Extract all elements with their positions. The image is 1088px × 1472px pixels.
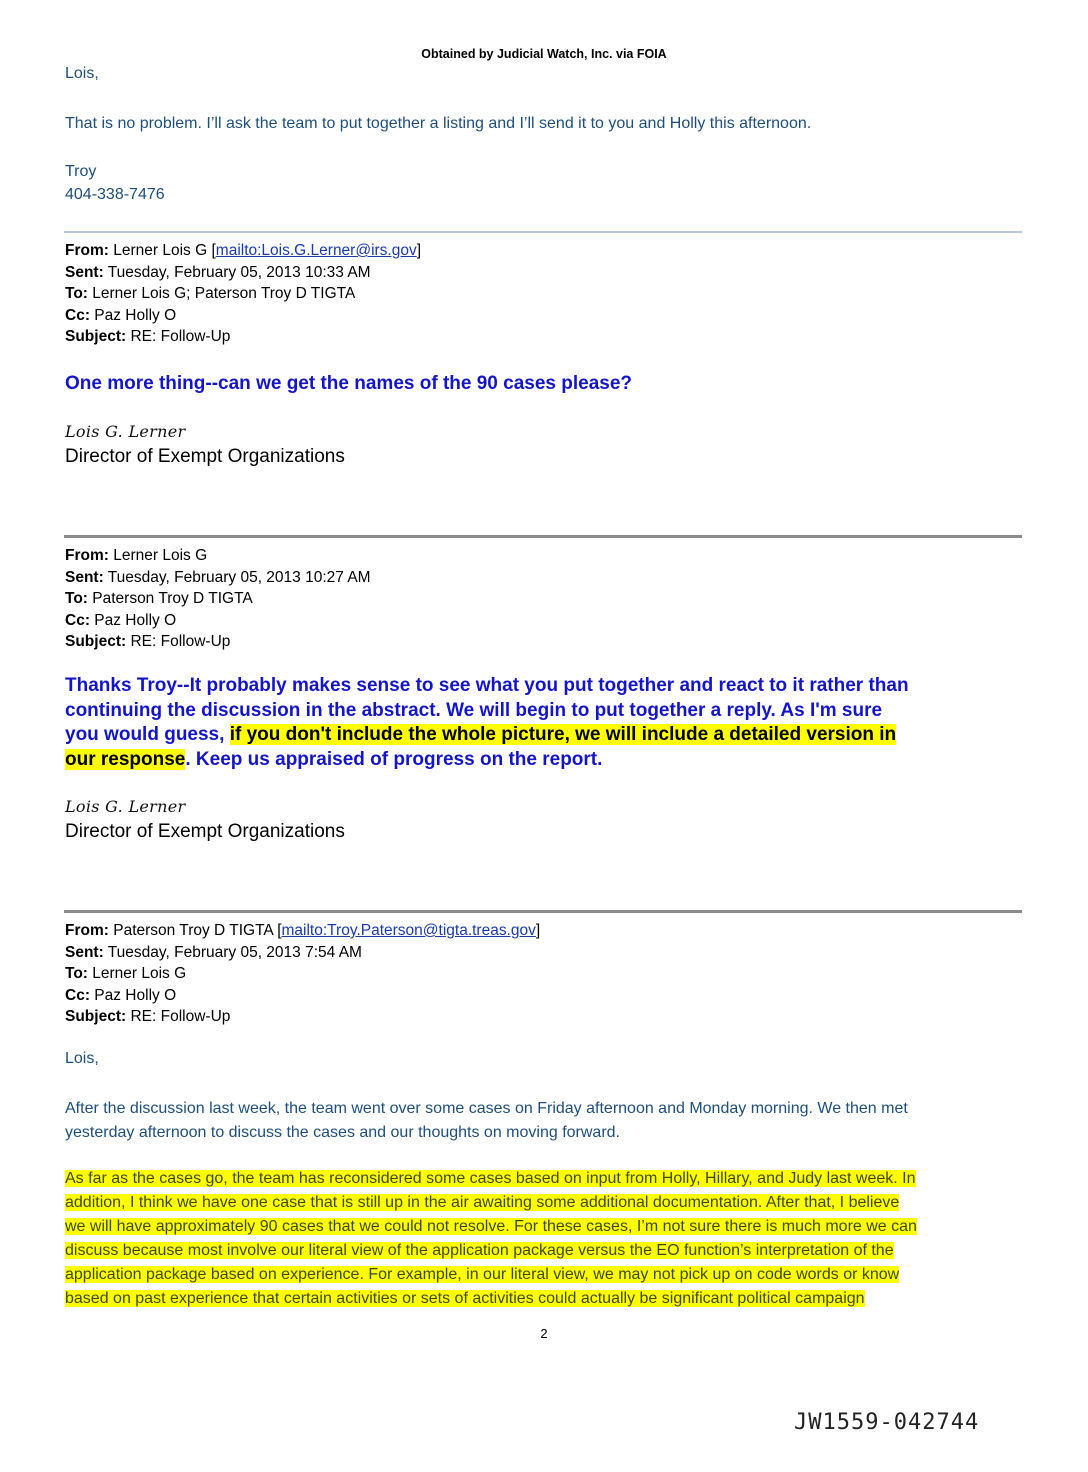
- bates-number: JW1559-042744: [794, 1410, 980, 1435]
- email2-message: [65, 674, 909, 772]
- email3-greeting: Lois,: [65, 1050, 99, 1067]
- email1-sig-title: Director of Exempt Organizations: [65, 446, 345, 467]
- email1-subject-row: Subject: RE: Follow-Up: [65, 328, 231, 345]
- email3-paragraph-1: After the discussion last week, the team went over some cases on Friday afternoon and Monday morning. We then met yesterday afternoon to discuss the cases and our thoughts on moving forward.: [65, 1100, 908, 1141]
- email1-message: One more thing--can we get the names of the 90 cases please?: [65, 373, 633, 394]
- email3-cc-row: Cc: Paz Holly O: [65, 986, 177, 1004]
- highlighted-line: we will have approximately 90 cases that we could not resolve. For these cases, I’m not sure there is much more we can: [65, 1218, 917, 1235]
- email-separator: [64, 535, 1022, 538]
- email2-line-2: continuing the discussion in the abstract. We will begin to put together a reply. As I'm sure: [65, 699, 883, 721]
- email2-from-row: From: Lerner Lois G: [65, 547, 208, 564]
- email2-line-4: our response. Keep us appraised of progress on the report.: [65, 748, 603, 770]
- email1-sent-row: Sent: Tuesday, February 05, 2013 10:33 AM: [65, 263, 371, 281]
- email2-subject-row: Subject: RE: Follow-Up: [65, 633, 231, 650]
- email2-cc-row: Cc: Paz Holly O: [65, 611, 177, 629]
- highlighted-line: based on past experience that certain activities or sets of activities could actually be significant political campaign: [65, 1290, 865, 1307]
- reply-greeting: Lois,: [65, 65, 99, 82]
- foia-watermark: Obtained by Judicial Watch, Inc. via FOIA: [421, 47, 667, 61]
- highlighted-line: discuss because most involve our literal view of the application package versus the EO function’s interpretation of the: [65, 1242, 894, 1259]
- highlighted-line: addition, I think we have one case that is still up in the air awaiting some additional documentation. After that, I believe: [65, 1194, 900, 1211]
- highlighted-text: if you don't include the whole picture, we will include a detailed version in: [229, 724, 897, 745]
- email1-mailto-link[interactable]: mailto:Lois.G.Lerner@irs.gov: [215, 242, 417, 259]
- email3-mailto-link[interactable]: mailto:Troy.Paterson@tigta.treas.gov: [281, 922, 536, 939]
- page-number: 2: [540, 1326, 548, 1341]
- email2-line-1: Thanks Troy--It probably makes sense to see what you put together and react to it rather than: [65, 675, 909, 696]
- email1-cc-row: Cc: Paz Holly O: [65, 306, 177, 324]
- reply-body: That is no problem. I’ll ask the team to put together a listing and I’ll send it to you and Holly this afternoon.: [65, 115, 812, 132]
- email-separator: [64, 910, 1022, 913]
- highlighted-line: application package based on experience. For example, in our literal view, we may not pick up on code words or know: [65, 1266, 900, 1283]
- email3-paragraph-2: [65, 1167, 917, 1311]
- email-separator: [64, 231, 1022, 233]
- email2-sent-row: Sent: Tuesday, February 05, 2013 10:27 AM: [65, 568, 371, 586]
- email2-line-3: you would guess, if you don't include the whole picture, we will include a detailed version in: [65, 724, 897, 745]
- email3-header: [65, 920, 540, 1028]
- email1-header: [65, 240, 421, 348]
- email1-signature: Lois G. Lerner: [65, 422, 186, 441]
- email2-header: [65, 545, 371, 653]
- reply-sign-phone: 404-338-7476: [65, 186, 165, 203]
- email2-sig-title: Director of Exempt Organizations: [65, 821, 345, 842]
- email1-to-row: To: Lerner Lois G; Paterson Troy D TIGTA: [65, 285, 356, 302]
- email3-subject-row: Subject: RE: Follow-Up: [65, 1008, 231, 1025]
- reply-sign-name: Troy: [65, 163, 97, 180]
- email3-sent-row: Sent: Tuesday, February 05, 2013 7:54 AM: [65, 943, 362, 961]
- email3-to-row: To: Lerner Lois G: [65, 965, 187, 982]
- highlighted-text: our response: [65, 748, 186, 770]
- email2-signature: Lois G. Lerner: [65, 797, 186, 816]
- email1-from-row: From: Lerner Lois G [mailto:Lois.G.Lerner@irs.gov]: [65, 242, 422, 259]
- email2-to-row: To: Paterson Troy D TIGTA: [65, 590, 253, 607]
- email3-from-row: From: Paterson Troy D TIGTA [mailto:Troy.Paterson@tigta.treas.gov]: [65, 922, 541, 939]
- highlighted-line: As far as the cases go, the team has reconsidered some cases based on input from Holly, Hillary, and Judy last week. In: [65, 1170, 916, 1187]
